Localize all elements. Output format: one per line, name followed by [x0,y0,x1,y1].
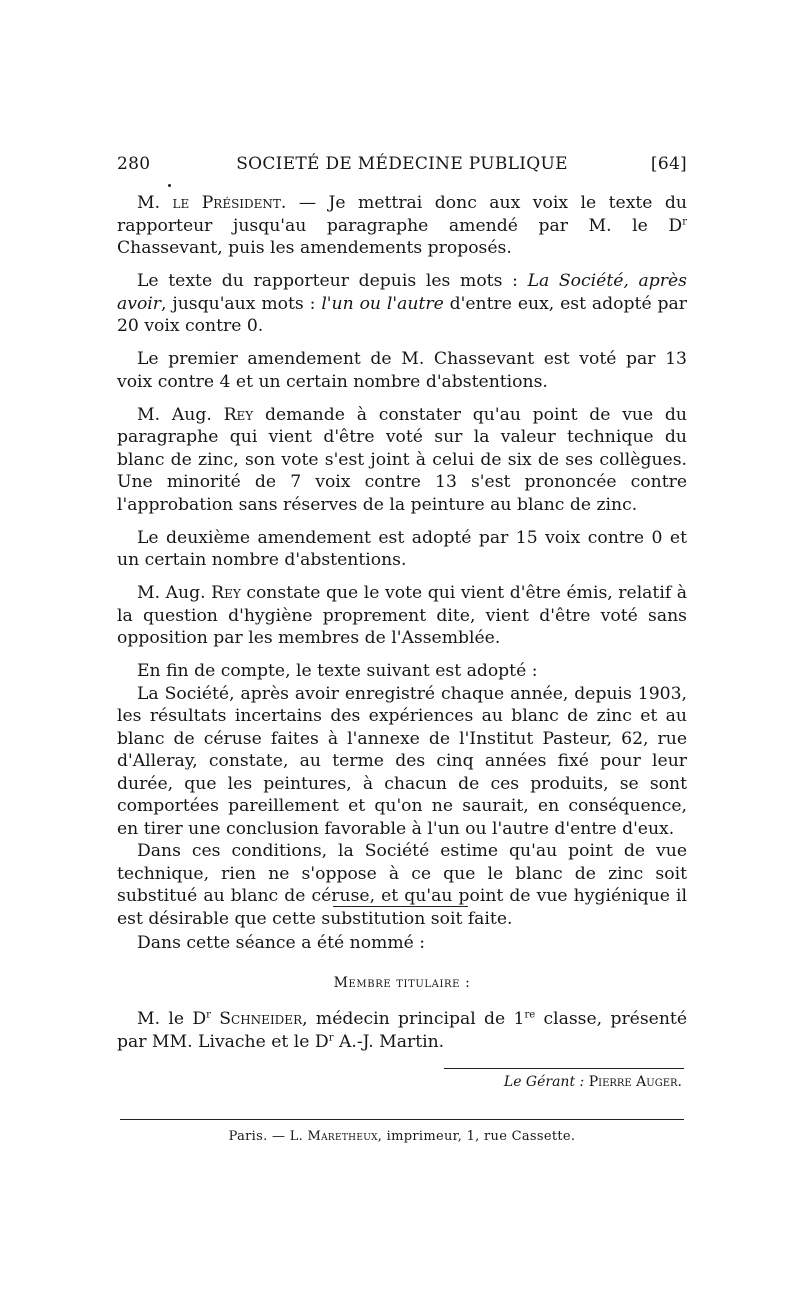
paragraph-text: classe, présenté par MM. Livache et le D [117,1009,687,1052]
paragraph-text: Chassevant, puis les amendements proposés. [117,238,512,258]
speaker-rey: M. Aug. [137,583,212,603]
paragraph-final-text-intro: En fin de compte, le texte suivant est adopté : [137,661,538,681]
nominee-name: Schneider [219,1009,303,1029]
superscript: r [206,1009,211,1021]
paragraph-president [117,192,687,260]
speaker-rey: M. Aug. [137,404,224,425]
paragraph-text: M. le D [137,1009,207,1029]
main-text [117,192,687,941]
seance-line: Dans cette séance a été nommé : [137,933,426,953]
printer-imprint [117,1129,687,1144]
imprint-text: Paris. — L. [228,1129,308,1144]
superscript: re [524,1009,536,1021]
superscript: r [682,215,687,227]
quoted-words: l'un ou l'autre [321,293,444,314]
paragraph-first-amendment: Le premier amendement de M. Chassevant est voté par 13 voix contre 4 et un certain nombre d'abstentions. [117,349,687,392]
paragraph-text: constate que le vote qui vient d'être émis, relatif à la question d'hygiène proprement dite, vient d'être voté sans opposition par les membres de l'Assemblée. [117,583,688,648]
running-header [117,154,687,180]
quoted-words: La Société, après avoir [117,271,687,314]
gerant-rule [444,1068,684,1069]
page-number: 280 [117,154,151,174]
printer-name: Maretheux [307,1129,378,1144]
paragraph-text: , jusqu'aux mots : [161,293,322,314]
ink-dot [168,184,171,187]
gerant-line [117,1074,682,1090]
running-title: SOCIETÉ DE MÉDECINE PUBLIQUE [236,154,568,174]
nomination-paragraph [117,1008,687,1053]
membre-heading: Membre titulaire : [333,975,471,991]
paragraph-text: A.-J. Martin. [333,1031,445,1052]
paragraph-text: d'entre eux, est adopté par 20 voix contre 0. [117,293,687,336]
paragraph-rey-1 [117,404,687,517]
speaker-president: M. le Président. [137,193,287,213]
paragraph-resolution-2: Dans ces conditions, la Société estime qu'au point de vue technique, rien ne s'oppose à ce que le blanc de zinc soit substitué au blanc de céruse, et qu'au point de vue hygiénique il est désirable que cette substitution soit faite. [117,841,687,929]
superscript: r [328,1031,334,1043]
footer-rule [120,1119,684,1120]
section-number: [64] [650,154,687,174]
paragraph-vote-text [117,270,687,338]
speaker-rey-surname: Rey [211,583,241,603]
paragraph-rey-2 [117,582,687,650]
imprint-text: , imprimeur, 1, rue Cassette. [377,1129,576,1144]
gerant-name: Pierre Auger. [588,1074,682,1090]
paragraph-resolution-1: La Société, après avoir enregistré chaque année, depuis 1903, les résultats incertains des expériences au blanc de zinc et au blanc de céruse faites à l'annexe de l'Institut Pasteur, 62, rue d'Alleray, constate, au terme des cinq années fixé pour leur durée, que les peintures, à chacun de ces produits, se sont comportées pareillement et qu'on ne saurait, en conséquence, en tirer une conclusion favorable à l'un ou l'autre d'entre d'eux. [117,683,687,839]
paragraph-second-amendment: Le deuxième amendement est adopté par 15 voix contre 0 et un certain nombre d'abstentions. [117,527,687,570]
paragraph-text: — Je mettrai donc aux voix le texte du rapporteur jusqu'au paragraphe amendé par M. le D [117,193,688,236]
speaker-rey-surname: Rey [223,404,254,425]
paragraph-text: , médecin principal de 1 [302,1009,525,1029]
paragraph-text: demande à constater qu'au point de vue du paragraphe qui vient d'être voté sur la valeur technique du blanc de zinc, son vote s'est joint à celui de six de ses collègues. Une minorité de 7 voix contre 13 s'est prononcée contre l'approbation sans réserves de la peinture au blanc de zinc. [117,404,687,515]
separator-rule [333,906,468,907]
gerant-label: Le Gérant : [503,1074,585,1090]
paragraph-text: Le texte du rapporteur depuis les mots : [137,271,528,291]
